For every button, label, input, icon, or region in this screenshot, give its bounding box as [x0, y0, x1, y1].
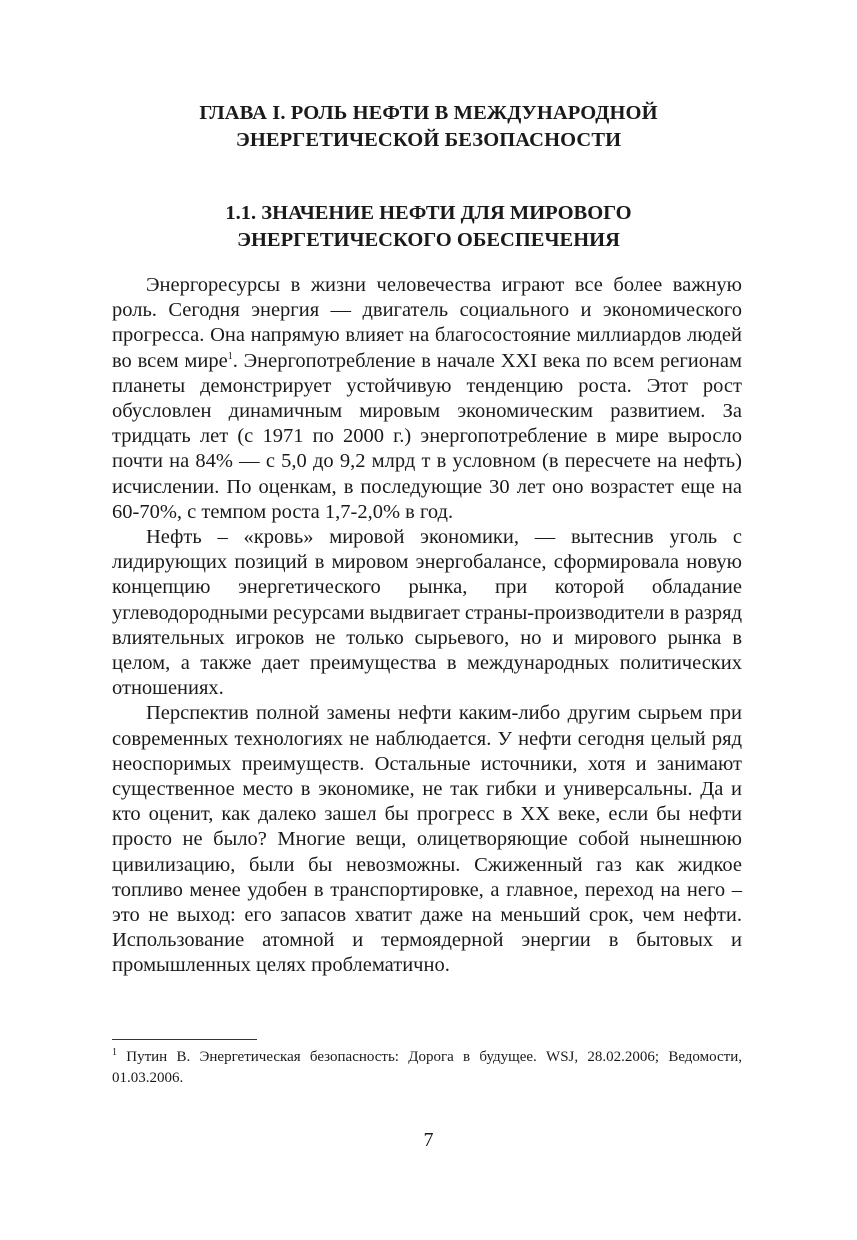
footnote-text: Путин В. Энергетическая безопасность: Дорога в будущее. WSJ, 28.02.2006; Ведомости, 01.03.2006. — [112, 1049, 742, 1086]
footnote-divider — [112, 1039, 257, 1040]
paragraph-1 — [112, 273, 742, 525]
section-title — [110, 200, 747, 254]
body-text — [112, 273, 742, 979]
chapter-title-line-2: ЭНЕРГЕТИЧЕСКОЙ БЕЗОПАСНОСТИ — [235, 129, 622, 151]
paragraph-2: Нефть – «кровь» мировой экономики, — вытеснив уголь с лидирующих позиций в мировом энергобалансе, сформировала новую концепцию энергетического рынка, при которой обладание углеводородными ресурсами выдвигает страны-производители в разряд влиятельных игроков не только сырьевого, но и мирового рынка в целом, а также дает преимущества в международных политических отношениях. — [112, 526, 743, 700]
footnote-marker: 1 — [112, 1047, 117, 1058]
footnote-reference[interactable]: 1 — [227, 350, 233, 362]
paragraph-3: Перспектив полной замены нефти каким-либо другим сырьем при современных технологиях не наблюдается. У нефти сегодня целый ряд неоспоримых преимуществ. Остальные источники, хотя и занимают существенное место в экономике, не так гибки и универсальны. Да и кто оценит, как далеко зашел бы прогресс в XX веке, если бы нефти просто не было? Многие вещи, олицетворяющие собой нынешнюю цивилизацию, были бы невозможны. Сжиженный газ как жидкое топливо менее удобен в транспортировке, а главное, переход на него – это не выход: его запасов хватит даже на меньший срок, чем нефти. Использование атомной и термоядерной энергии в бытовых и промышленных целях проблематично. — [112, 702, 742, 977]
chapter-title-line-1: ГЛАВА I. РОЛЬ НЕФТИ В МЕЖДУНАРОДНОЙ — [199, 102, 658, 124]
section-title-line-1: 1.1. ЗНАЧЕНИЕ НЕФТИ ДЛЯ МИРОВОГО — [225, 202, 632, 224]
chapter-title — [110, 100, 747, 154]
section-title-line-2: ЭНЕРГЕТИЧЕСКОГО ОБЕСПЕЧЕНИЯ — [237, 229, 620, 251]
paragraph-1-part-b: . Энергопотребление в начале XXI века по всем регионам планеты демонстрирует устойчивую тенденцию роста. Этот рост обусловлен динамичным мировым экономическим развитием. За тридцать лет (с 1971 по 2000 г.) энергопотребление в мире выросло почти на 84% — с 5,0 до 9,2 млрд т в условном (в пересчете на нефть) исчислении. По оценкам, в последующие 30 лет оно возрастет еще на 60-70%, с темпом роста 1,7-2,0% в год. — [112, 349, 742, 523]
page-number: 7 — [423, 1129, 434, 1151]
footnote — [112, 1047, 742, 1089]
paragraph-1-part-a: Энергоресурсы в жизни человечества играют все более важную роль. Сегодня энергия — двигатель социального и экономического прогресса. Она напрямую влияет на благосостояние миллиардов людей во всем мире — [112, 274, 742, 372]
